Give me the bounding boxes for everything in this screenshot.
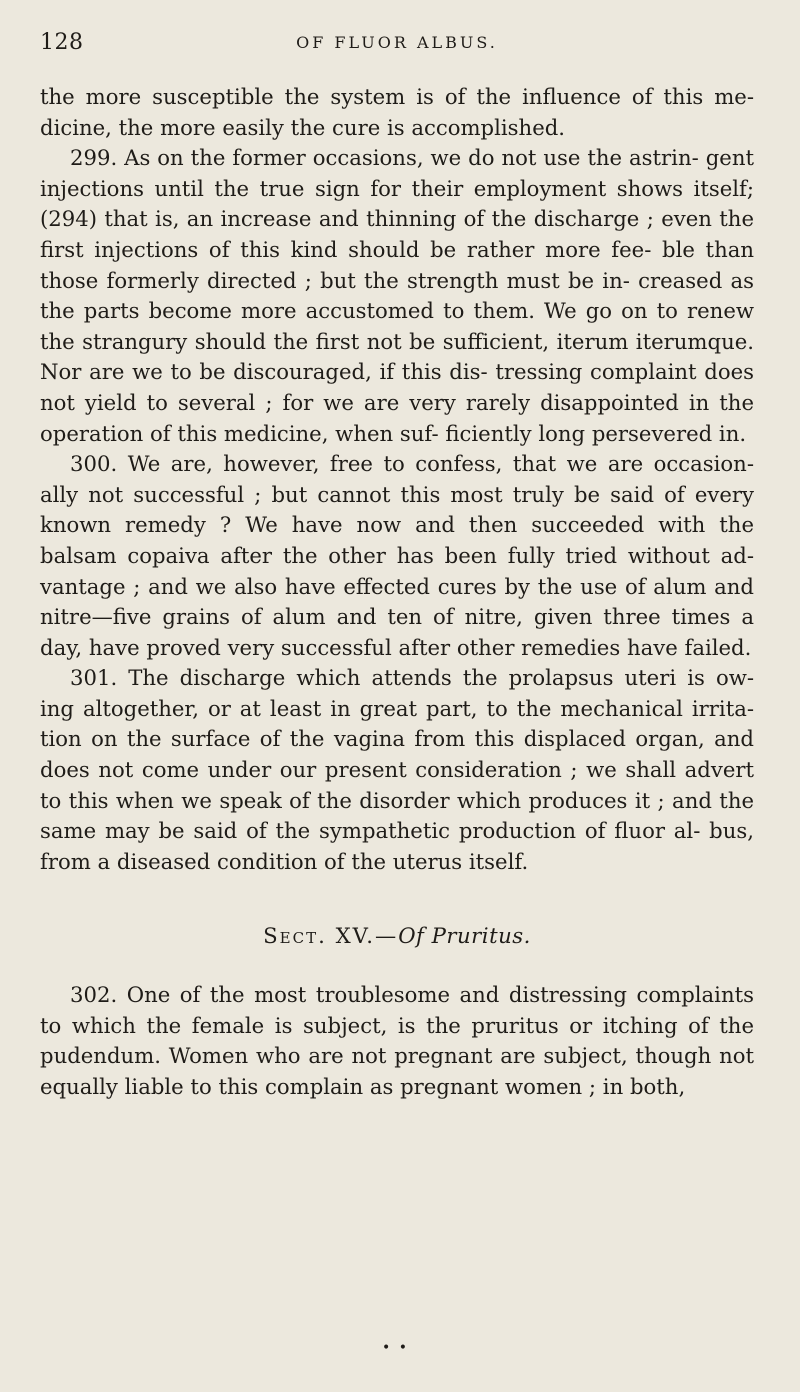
paragraph-300 <box>40 449 754 663</box>
paragraph-number: 301. <box>70 665 118 691</box>
signature-mark: • • <box>382 1340 409 1356</box>
running-head: OF FLUOR ALBUS. <box>296 33 498 52</box>
section-title: Of Pruritus. <box>398 923 531 949</box>
paragraph-299 <box>40 143 754 449</box>
paragraph-continued <box>40 82 754 143</box>
paragraph-text: The discharge which attends the prolapsus uteri is ow- ing altogether, or at least in great part, to the mechanical irrita- tion on the surface of the vagina from this displaced organ, and does not come under our present consideration ; we shall advert to this when we speak of the disorder which produces it ; and the same may be said of the sympathetic production of fluor al- bus, from a diseased condition of the uterus itself. <box>40 665 754 874</box>
section-label: Sect. XV.— <box>263 923 399 949</box>
paragraph-text: the more susceptible the system is of the influence of this me- dicine, the more easily the cure is accomplished. <box>40 84 754 140</box>
paragraph-text: We are, however, free to confess, that we are occasion- ally not successful ; but cannot this most truly be said of every known remedy ? We have now and then succeeded with the balsam copaiva after the other has been fully tried without ad- vantage ; and we also have effected cures by the use of alum and nitre—five grains of alum and ten of nitre, given three times a day, have proved very successful after other remedies have failed. <box>40 451 754 660</box>
page-number: 128 <box>40 30 84 55</box>
paragraph-text: As on the former occasions, we do not use the astrin- gent injections until the true sign for their employment shows itself; (294) that is, an increase and thinning of the discharge ; even the first injections of this kind should be rather more fee- ble than those formerly directed ; but the strength must be in- creased as the parts become more accustomed to them. We go on to renew the strangury should the first not be sufficient, iterum iterumque. Nor are we to be discouraged, if this dis- tressing complaint does not yield to several ; for we are very rarely disappointed in the operation of this medicine, when suf- ficiently long persevered in. <box>40 145 754 446</box>
body-text <box>40 82 754 1102</box>
paragraph-302 <box>40 980 754 1102</box>
paragraph-text: One of the most troublesome and distressing complaints to which the female is subject, is the pruritus or itching of the pudendum. Women who are not pregnant are subject, though not equally liable to this complain as pregnant women ; in both, <box>40 982 754 1099</box>
paragraph-301 <box>40 663 754 877</box>
section-heading <box>40 921 754 952</box>
paragraph-number: 302. <box>70 982 118 1008</box>
paragraph-number: 300. <box>70 451 118 477</box>
paragraph-number: 299. <box>70 145 118 171</box>
page-header <box>40 30 754 62</box>
